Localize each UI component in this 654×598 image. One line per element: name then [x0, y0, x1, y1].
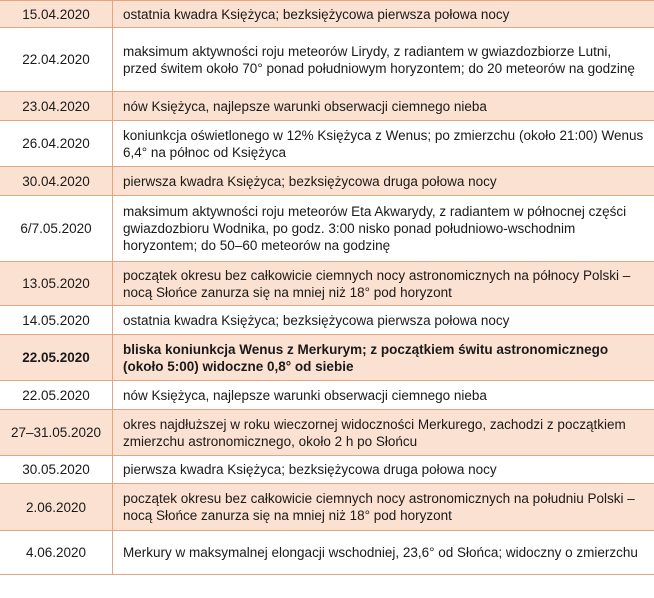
event-date-cell: 2.06.2020: [0, 484, 113, 531]
event-date-cell: 22.04.2020: [0, 28, 113, 92]
event-date-cell: 13.05.2020: [0, 262, 113, 306]
event-date-cell: 30.05.2020: [0, 456, 113, 484]
table-row: [0, 410, 654, 456]
event-description-cell: maksimum aktywności roju meteorów Lirydy, z radiantem w gwiazdozbiorze Lutni, przed świtem około 70° ponad południowym horyzontem; do 20 meteorów na godzinę: [113, 28, 654, 92]
event-date-cell: 27–31.05.2020: [0, 410, 113, 456]
event-description-cell: Merkury w maksymalnej elongacji wschodniej, 23,6° od Słońca; widoczny o zmierzchu: [113, 531, 654, 575]
event-date-cell: 6/7.05.2020: [0, 196, 113, 262]
table-row: [0, 381, 654, 410]
event-description-cell: ostatnia kwadra Księżyca; bezksiężycowa pierwsza połowa nocy: [113, 306, 654, 335]
table-row: [0, 262, 654, 306]
event-description-cell: początek okresu bez całkowicie ciemnych nocy astronomicznych na południu Polski – nocą Słońce zanurza się na mniej niż 18° pod horyzont: [113, 484, 654, 531]
table-row: [0, 456, 654, 484]
table-row: [0, 167, 654, 196]
event-description-cell: początek okresu bez całkowicie ciemnych nocy astronomicznych na północy Polski – nocą Słońce zanurza się na mniej niż 18° pod horyzont: [113, 262, 654, 306]
table-row: [0, 1, 654, 28]
table-row: [0, 335, 654, 381]
event-description-cell: maksimum aktywności roju meteorów Eta Akwarydy, z radiantem w północnej części gwiazdozbioru Wodnika, po godz. 3:00 nisko ponad południowo-wschodnim horyzontem; do 50–60 meteorów na godzinę: [113, 196, 654, 262]
event-date-cell: 26.04.2020: [0, 121, 113, 167]
event-date-cell: 15.04.2020: [0, 1, 113, 28]
table-row: [0, 484, 654, 531]
event-date-cell: 22.05.2020: [0, 335, 113, 381]
events-table-body: [0, 1, 654, 575]
event-date-cell: 4.06.2020: [0, 531, 113, 575]
event-date-cell: 22.05.2020: [0, 381, 113, 410]
event-date-cell: 30.04.2020: [0, 167, 113, 196]
event-description-cell: pierwsza kwadra Księżyca; bezksiężycowa druga połowa nocy: [113, 167, 654, 196]
event-description-cell: nów Księżyca, najlepsze warunki obserwacji ciemnego nieba: [113, 92, 654, 121]
event-description-cell: pierwsza kwadra Księżyca; bezksiężycowa druga połowa nocy: [113, 456, 654, 484]
table-row: [0, 121, 654, 167]
event-description-cell: bliska koniunkcja Wenus z Merkurym; z początkiem świtu astronomicznego (około 5:00) widoczne 0,8° od siebie: [113, 335, 654, 381]
table-row: [0, 28, 654, 92]
event-description-cell: ostatnia kwadra Księżyca; bezksiężycowa pierwsza połowa nocy: [113, 1, 654, 28]
table-row: [0, 531, 654, 575]
event-description-cell: koniunkcja oświetlonego w 12% Księżyca z Wenus; po zmierzchu (około 21:00) Wenus 6,4° na północ od Księżyca: [113, 121, 654, 167]
event-date-cell: 14.05.2020: [0, 306, 113, 335]
event-description-cell: nów Księżyca, najlepsze warunki obserwacji ciemnego nieba: [113, 381, 654, 410]
event-date-cell: 23.04.2020: [0, 92, 113, 121]
table-row: [0, 196, 654, 262]
table-row: [0, 92, 654, 121]
event-description-cell: okres najdłuższej w roku wieczornej widoczności Merkurego, zachodzi z początkiem zmierzchu astronomicznego, około 2 h po Słońcu: [113, 410, 654, 456]
table-row: [0, 306, 654, 335]
